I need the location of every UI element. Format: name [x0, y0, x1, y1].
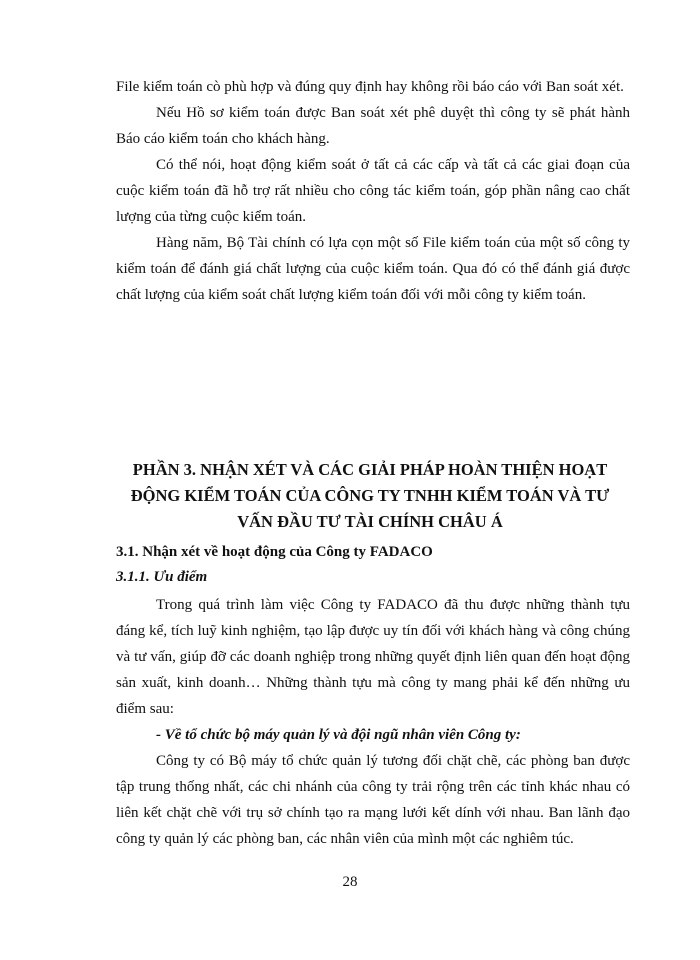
- paragraph-control: Có thể nói, hoạt động kiểm soát ở tất cả các cấp và tất cả các giai đoạn của cuộc kiểm toán đã hỗ trợ rất nhiều cho công tác kiểm toán, góp phần nâng cao chất lượng của từng cuộc kiểm toán.: [116, 157, 630, 225]
- page-number: 28: [342, 874, 358, 890]
- top-paragraphs: [116, 74, 630, 308]
- paragraph-continuation: File kiểm toán cò phù hợp và đúng quy định hay không rồi báo cáo với Ban soát xét.: [116, 79, 624, 95]
- heading-3-1-1: 3.1.1. Ưu điểm: [116, 569, 208, 585]
- advantages-block: [116, 592, 630, 852]
- paragraph-advantages: Trong quá trình làm việc Công ty FADACO đã thu được những thành tựu đáng kể, tích luỹ kinh nghiệm, tạo lập được uy tín đối với khách hàng và công chúng và tư vấn, giúp đỡ các doanh nghiệp trong những quyết định liên quan đến hoạt động sản xuất, kinh doanh… Những thành tựu mà công ty mang phải kể đến những ưu điểm sau:: [116, 597, 630, 717]
- paragraph-approval: Nếu Hồ sơ kiểm toán được Ban soát xét phê duyệt thì công ty sẽ phát hành Báo cáo kiểm toán cho khách hàng.: [116, 105, 630, 147]
- section-title: PHẦN 3. NHẬN XÉT VÀ CÁC GIẢI PHÁP HOÀN THIỆN HOẠT ĐỘNG KIỂM TOÁN CỦA CÔNG TY TNHH KIỂM TOÁN VÀ TƯ VẤN ĐẦU TƯ TÀI CHÍNH CHÂU Á: [130, 460, 610, 531]
- paragraph-organization: Công ty có Bộ máy tổ chức quản lý tương đối chặt chẽ, các phòng ban được tập trung thống nhất, các chi nhánh của công ty trải rộng trên các tỉnh khác nhau có liên kết chặt chẽ với trụ sở chính tạo ra mạng lưới kết dính với nhau. Ban lãnh đạo công ty quản lý các phòng ban, các nhân viên của mình một các nghiêm túc.: [116, 753, 630, 847]
- heading-3-1: 3.1. Nhận xét về hoạt động của Công ty FADACO: [116, 544, 433, 560]
- paragraph-ministry: Hàng năm, Bộ Tài chính có lựa cọn một số File kiểm toán của một số công ty kiểm toán để đánh giá chất lượng của cuộc kiểm toán. Qua đó có thể đánh giá được chất lượng của kiểm soát chất lượng kiểm toán đối với mỗi công ty kiểm toán.: [116, 235, 630, 303]
- subheading-organization: - Về tổ chức bộ máy quản lý và đội ngũ nhân viên Công ty:: [156, 727, 521, 743]
